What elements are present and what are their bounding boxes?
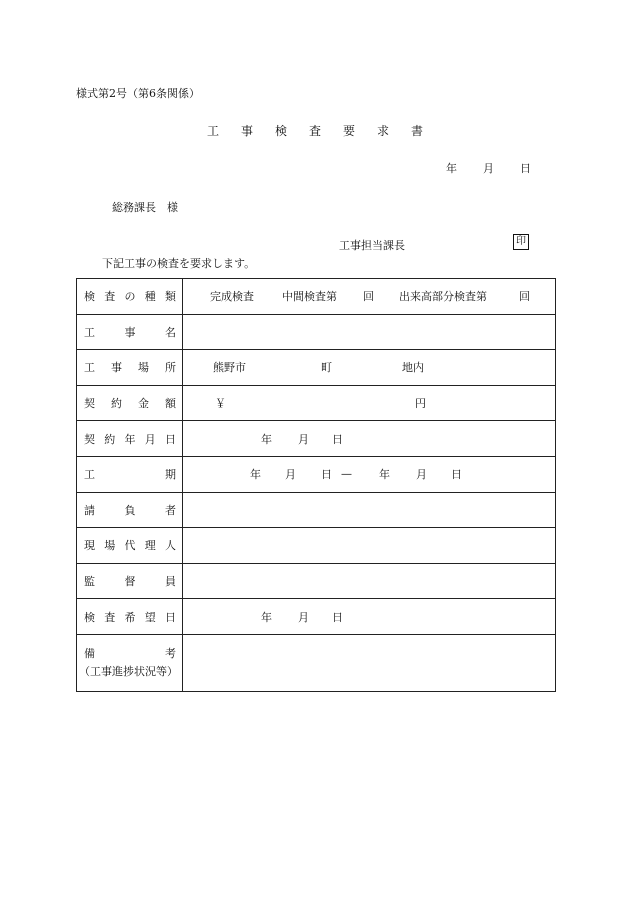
table-row [77, 421, 556, 457]
label-contract-date: 契 約 年 月 日 [77, 421, 183, 457]
inspection-type-field[interactable] [183, 279, 556, 315]
desired-date-field[interactable]: 年 月 日 [183, 599, 556, 635]
site-agent-field[interactable] [183, 528, 556, 564]
form-reference: 様式第2号（第6条関係） [76, 87, 200, 100]
table-row [77, 456, 556, 492]
date-day: 日 [520, 162, 531, 175]
work-place-field[interactable] [183, 350, 556, 386]
table-row [77, 599, 556, 635]
contract-amount-field[interactable] [183, 385, 556, 421]
requester: 工事担当課長 [339, 239, 405, 252]
addressee: 総務課長 様 [112, 201, 178, 214]
yen-unit: 円 [415, 397, 426, 411]
title-char: 事 [240, 124, 253, 138]
document-title [0, 122, 630, 139]
seal-box: 印 [513, 234, 529, 250]
label-desired-date: 検 査 希 望 日 [77, 599, 183, 635]
table-row [77, 563, 556, 599]
title-char: 工 [206, 124, 219, 138]
label-contract-amount: 契 約 金 額 [77, 385, 183, 421]
remarks-sublabel: （工事進捗状況等） [79, 664, 178, 678]
date-line [446, 160, 531, 176]
table-row [77, 492, 556, 528]
work-name-field[interactable] [183, 314, 556, 350]
label-site-agent: 現 場 代 理 人 [77, 528, 183, 564]
option-completion[interactable]: 完成検査 [210, 290, 254, 304]
yen-symbol: ￥ [215, 397, 226, 411]
table-row [77, 528, 556, 564]
table-row [77, 634, 556, 691]
period-field[interactable]: 年 月 日 — 年 月 日 [183, 456, 556, 492]
title-char: 書 [411, 124, 424, 138]
supervisor-field[interactable] [183, 563, 556, 599]
label-contractor: 請 負 者 [77, 492, 183, 528]
date-month: 月 [483, 162, 494, 175]
inspection-request-table [76, 278, 556, 692]
remarks-field[interactable] [183, 634, 556, 691]
label-remarks: 備 考 （工事進捗状況等） [77, 634, 183, 691]
label-supervisor: 監 督 員 [77, 563, 183, 599]
label-work-place: 工 事 場 所 [77, 350, 183, 386]
title-char: 要 [343, 124, 356, 138]
label-work-name: 工 事 名 [77, 314, 183, 350]
table-row [77, 385, 556, 421]
partial-count-suffix: 回 [519, 290, 530, 304]
option-partial[interactable]: 出来高部分検査第 [399, 290, 487, 304]
table-row [77, 314, 556, 350]
city-text: 熊野市 [213, 361, 246, 375]
request-text: 下記工事の検査を要求します。 [102, 257, 256, 270]
option-interim[interactable]: 中間検査第 [282, 290, 337, 304]
interim-count-suffix: 回 [363, 290, 374, 304]
contract-date-field[interactable]: 年 月 日 [183, 421, 556, 457]
title-char: 求 [377, 124, 390, 138]
label-inspection-type: 検 査 の 種 類 [77, 279, 183, 315]
table-row [77, 350, 556, 386]
label-period: 工 期 [77, 456, 183, 492]
contractor-field[interactable] [183, 492, 556, 528]
title-char: 査 [308, 124, 321, 138]
town-text: 町 [321, 361, 332, 375]
area-text: 地内 [402, 361, 424, 375]
table-row [77, 279, 556, 315]
title-char: 検 [274, 124, 287, 138]
date-year: 年 [446, 162, 457, 175]
